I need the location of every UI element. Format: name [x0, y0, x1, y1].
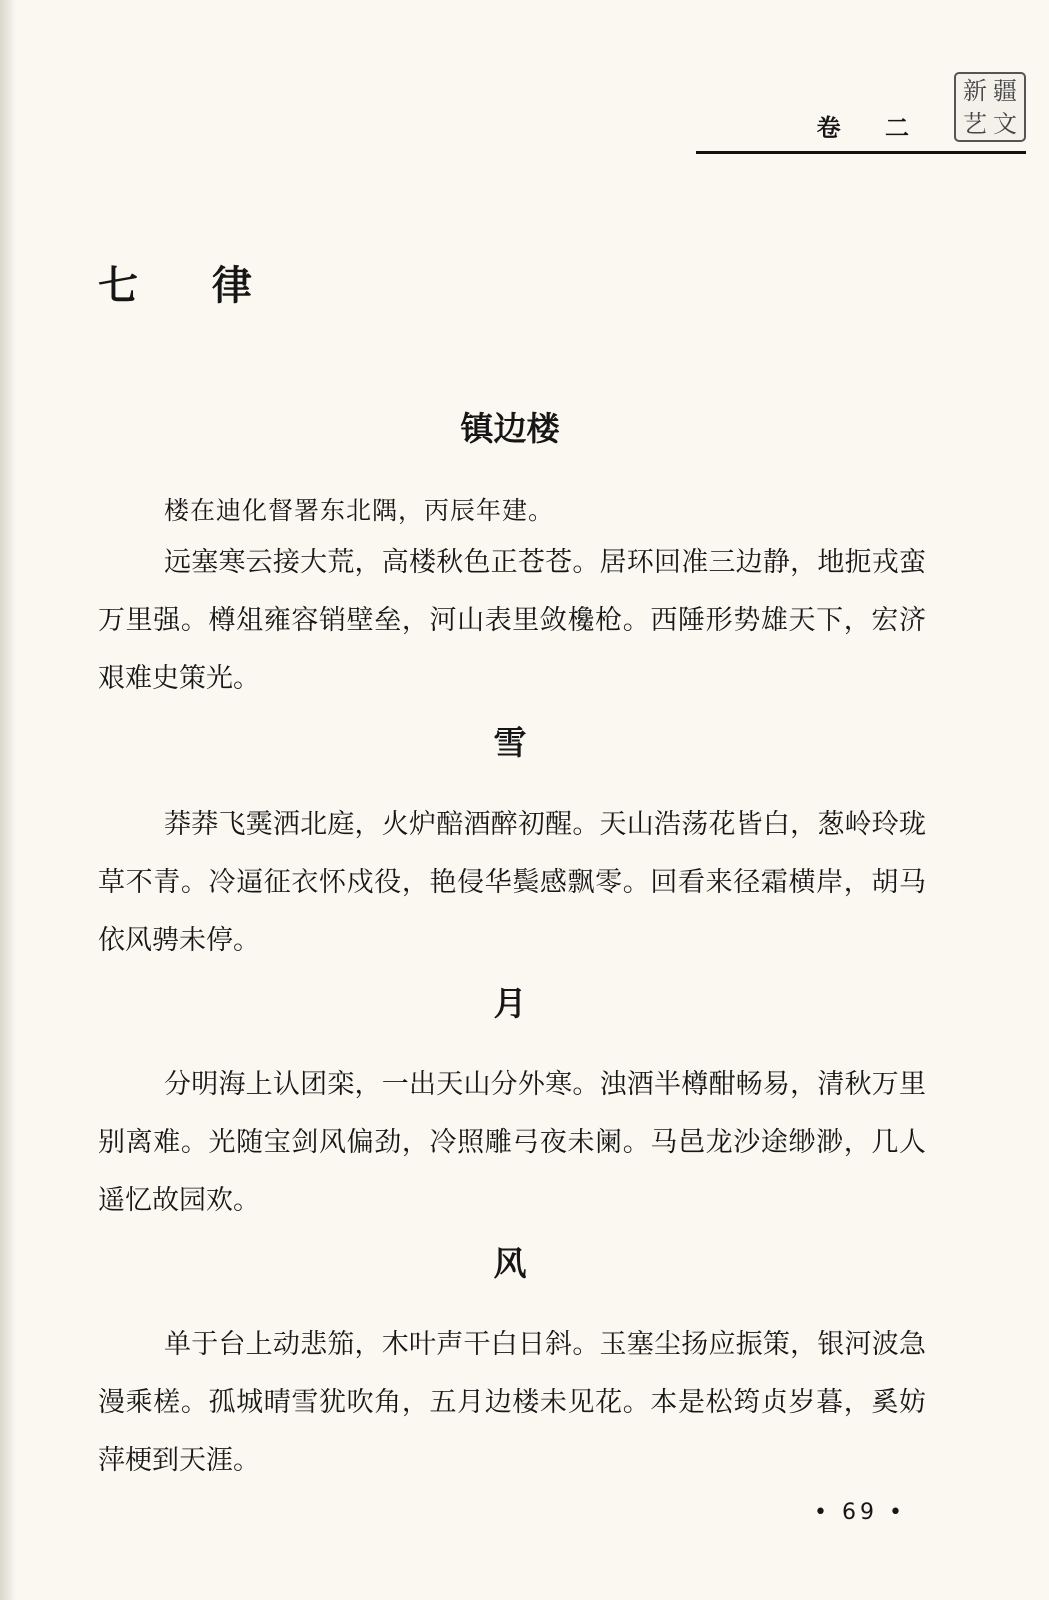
page-number: • 69 • [814, 1500, 906, 1525]
poem-title-feng: 风 [493, 1244, 527, 1283]
poem-title-zhenbianlou: 镇边楼 [460, 409, 560, 448]
seal-char: 新 [963, 76, 987, 105]
seal-char: 文 [993, 109, 1017, 138]
header-rule [696, 151, 1026, 154]
poem-body-zhenbianlou: 远塞寒云接大荒，高楼秋色正苍苍。居环回准三边静，地扼戎蛮万里强。樽俎雍容销壁垒，河山表里敛欃枪。西陲形势雄天下，宏济艰难史策光。 [98, 547, 926, 694]
poem-body-yue: 分明海上认团栾，一出天山分外寒。浊酒半樽酣畅易，清秋万里别离难。光随宝剑风偏劲，冷照雕弓夜未阑。马邑龙沙途缈渺，几人遥忆故园欢。 [98, 1069, 926, 1216]
page-edge-shadow [0, 0, 16, 1600]
seal-char: 艺 [963, 109, 987, 138]
poem-title-xue: 雪 [493, 723, 527, 762]
poem-body-feng: 单于台上动悲笳，木叶声干白日斜。玉塞尘扬应振策，银河波急漫乘槎。孤城晴雪犹吹角，五月边楼未见花。本是松筠贞岁暮，奚妨萍梗到天涯。 [98, 1329, 926, 1476]
poem-note: 楼在迪化督署东北隅，丙辰年建。 [164, 496, 555, 525]
section-title: 七 律 [98, 262, 282, 309]
seal-stamp [954, 72, 1026, 142]
poem-title-yue: 月 [493, 984, 527, 1023]
poem-body-xue: 莽莽飞霙洒北庭，火炉醅酒醉初醒。天山浩荡花皆白，葱岭玲珑草不青。冷逼征衣怀戍役，艳侵华鬓感飘零。回看来径霜横岸，胡马依风骋未停。 [98, 809, 926, 956]
seal-char: 疆 [993, 76, 1017, 105]
running-head: 卷 二 [816, 114, 927, 142]
